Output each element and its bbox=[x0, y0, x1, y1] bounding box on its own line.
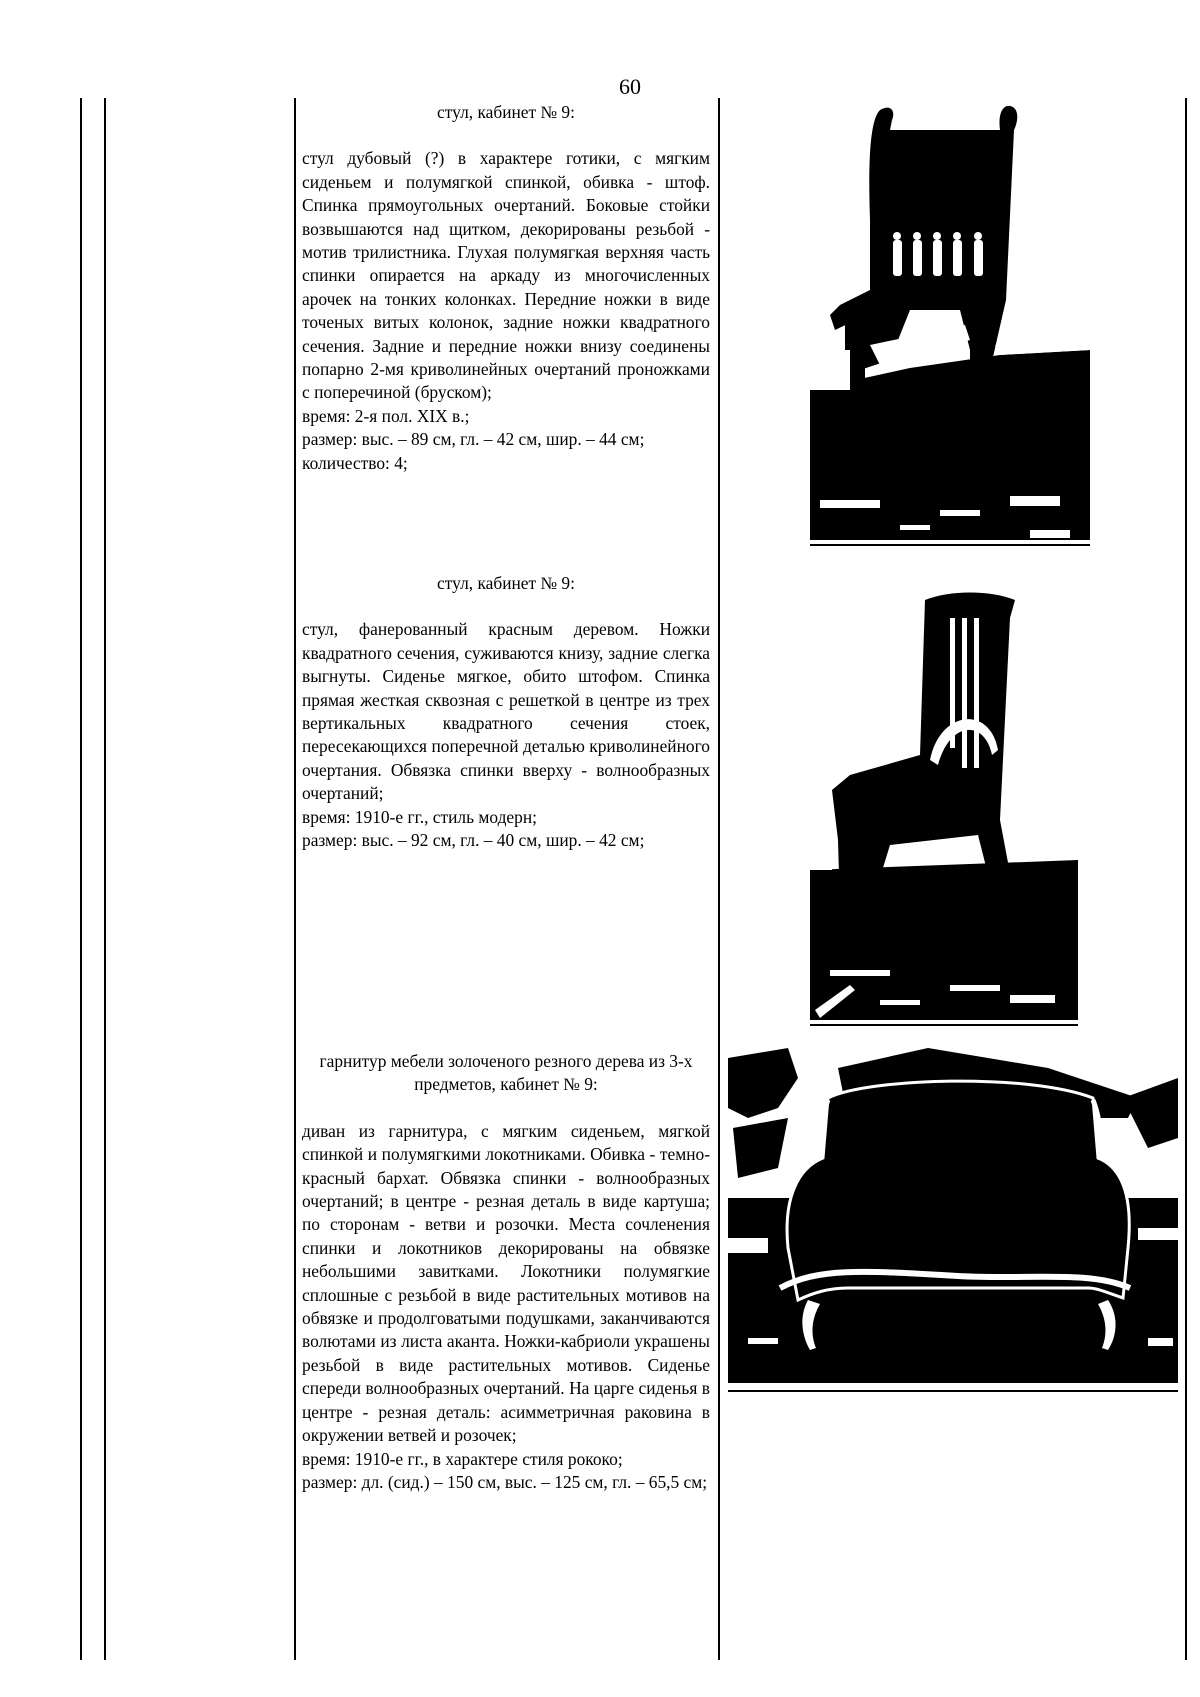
entry-heading: стул, кабинет № 9: bbox=[437, 102, 575, 122]
table-border-left-inner bbox=[104, 98, 106, 1660]
entry-heading: стул, кабинет № 9: bbox=[437, 573, 575, 593]
modern-chair-photo bbox=[810, 590, 1078, 1028]
catalog-entry-3 bbox=[302, 1050, 710, 1494]
table-border-text-left bbox=[294, 98, 296, 1660]
entry-size: размер: выс. – 89 см, гл. – 42 см, шир. – 44 см; bbox=[302, 429, 645, 450]
catalog-entry-1 bbox=[302, 101, 710, 475]
table-border-right bbox=[1185, 98, 1187, 1660]
rococo-sofa-photo bbox=[728, 1038, 1178, 1394]
entry-size: размер: выс. – 92 см, гл. – 40 см, шир. – 42 см; bbox=[302, 830, 645, 851]
entry-description: стул, фанерованный красным деревом. Ножки квадратного сечения, суживаются книзу, задние слегка выгнуты. Сиденье мягкое, обито штофом. Спинка прямая жесткая сквозная с решеткой в центре из трех вертикальных квадратного сечения стоек, пересекающихся поперечной деталью криволинейного очертания. Обвязка спинки вверху - волнообразных очертаний; bbox=[302, 619, 710, 804]
entry-time: время: 1910-е гг., в характере стиля рококо; bbox=[302, 1448, 623, 1469]
table-border-left-outer bbox=[80, 98, 82, 1660]
gothic-chair-photo bbox=[810, 100, 1090, 546]
entry-heading: гарнитур мебели золоченого резного дерева из 3-х предметов, кабинет № 9: bbox=[319, 1051, 693, 1095]
entry-time: время: 1910-е гг., стиль модерн; bbox=[302, 806, 537, 827]
entry-description: стул дубовый (?) в характере готики, с мягким сиденьем и полумягкой спинкой, обивка - штоф. Спинка прямоугольных очертаний. Боковые стойки возвышаются над щитком, декорированы резьбой - мотив трилистника. Глухая полумягкая верхняя часть спинки опирается на аркаду из многочисленных арочек на тонких колонках. Передние ножки в виде точеных витых колонок, задние ножки квадратного сечения. Задние и передние ножки внизу соединены попарно 2-мя криволинейных очертаний проножками с поперечиной (бруском); bbox=[302, 148, 710, 403]
entry-description: диван из гарнитура, с мягким сиденьем, мягкой спинкой и полумягкими локотниками. Обивка - темно-красный бархат. Обвязка спинки - волнообразных очертаний; в центре - резная деталь в виде картуша; по сторонам - ветви и розочки. Места сочленения спинки и локотников декорированы на обвязке небольшими завитками. Локотники полумягкие сплошные с резьбой в виде растительных мотивов на обвязке и продолговатыми подушками, заканчиваются волютами из листа аканта. Ножки-кабриоли украшены резьбой в виде растительных мотивов. Сиденье спереди волнообразных очертаний. На царге сиденья в центре - резная деталь: асимметричная раковина в окружении ветвей и розочек; bbox=[302, 1120, 710, 1446]
entry-time: время: 2-я пол. XIX в.; bbox=[302, 405, 470, 426]
page-number: 60 bbox=[619, 74, 641, 99]
entry-size: размер: дл. (сид.) – 150 см, выс. – 125 см, гл. – 65,5 см; bbox=[302, 1471, 708, 1492]
catalog-entry-2 bbox=[302, 572, 710, 852]
entry-quantity: количество: 4; bbox=[302, 452, 408, 473]
table-border-text-right bbox=[718, 98, 720, 1660]
